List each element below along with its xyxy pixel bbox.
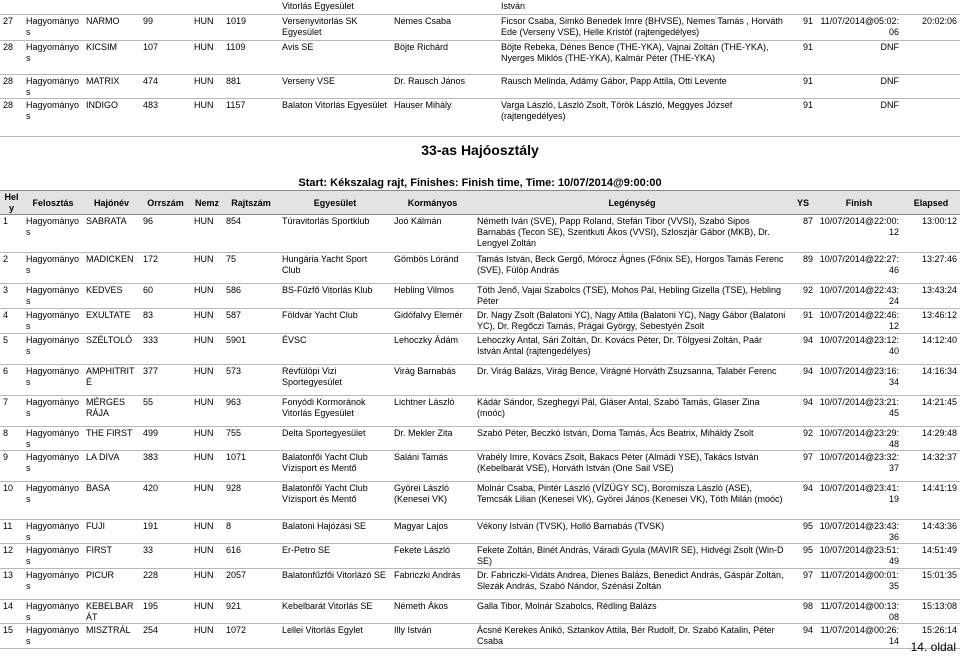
cell-club: BS-Fűzfő Vitorlás Klub [282,285,373,295]
cell-category: Hagyományos [26,75,80,97]
cell-crew: Kádár Sándor, Szeghegyi Pál, Gláser Antal, Szabó Tamás, Glaser Zina (moóc) [477,397,760,418]
cell-helmsman: Magyar Lajos [394,521,449,531]
cell-finish: 10/07/2014@23:41:19 [819,483,899,504]
table-row [0,451,960,482]
cell-boat: INDIGO [86,99,119,110]
cell-boat: MATRIX [86,75,120,86]
cell-elapsed: 14:21:45 [921,397,957,407]
cell-boat: LA DIVA [86,452,120,462]
cell-rating: 573 [226,366,242,376]
cell-category: Hagyományos [26,625,80,646]
header-finish: Finish [845,197,873,208]
cell-category: Hagyományos [26,483,80,504]
cell-club: Vitorlás Egyesület [282,1,354,11]
cell-finish: 10/07/2014@22:46:12 [819,310,899,331]
cell-nation: HUN [194,397,214,407]
cell-elapsed [902,98,960,136]
cell-helmsman: Virág Barnabás [394,366,456,376]
cell-rating: 928 [226,483,242,493]
cell-finish: 10/07/2014@23:29:48 [819,428,899,449]
cell-owner: Nemes Csaba [394,15,452,26]
cell-owner: Dr. Rausch János [394,75,466,86]
cell-finish: 10/07/2014@23:16:34 [819,366,899,387]
cell-category: Hagyományos [26,428,80,449]
cell-elapsed: 14:41:19 [921,483,957,493]
cell-ys: 91 [802,15,813,26]
cell-rating: 921 [226,601,242,611]
cell-finish: 11/07/2014@05:02:06 [820,15,899,37]
cell-finish: 10/07/2014@23:51:49 [819,545,899,566]
cell-club: Balatonfűzfői Vitorlázó SE [282,570,386,580]
cell-nation [191,0,223,14]
cell-finish: DNF [880,75,899,86]
cell-category: Hagyományos [26,366,80,387]
cell-rating: 75 [226,254,237,264]
cell-crew: Németh Iván (SVE), Papp Roland, Stefán Tibor (VVSI), Szabó Sipos Barnabás (Tecon SE), Szentkuti Ákos (VVSI), Szloszjár Gábor (MKB), Dr. Lengyel Zoltán [477,216,770,248]
cell-nation: HUN [194,99,214,110]
cell-sailno: 377 [143,366,159,376]
cell-boat: THE FIRST [86,428,133,438]
cell-finish: 10/07/2014@22:43:24 [819,285,899,306]
table-row [0,482,960,520]
cell-nation: HUN [194,521,214,531]
cell-ys: 97 [802,452,813,462]
cell-place: 8 [3,428,9,438]
cell-elapsed: 14:12:40 [921,335,957,345]
cell-elapsed: 14:43:36 [921,521,957,531]
cell-rating: 755 [226,428,242,438]
cell-ys: 91 [802,310,813,320]
cell-place: 5 [3,335,9,345]
cell-ys: 91 [802,99,813,110]
cell-club: Versenyvitorlás SK Egyesület [282,15,358,37]
cell-crew: Vrabély Imre, Kovács Zsolt, Bakacs Péter (Almádi YSE), Takács István (Kebelbarát VSE), Horváth István (One Sail VSE) [477,452,759,473]
header-helmsman: Kormányos [407,197,458,208]
cell-sailno: 483 [143,99,159,110]
cell-helmsman: Gidófalvy Elemér [394,310,463,320]
cell-category: Hagyományos [26,545,80,566]
cell-crew: Ficsor Csaba, Simkó Benedek Imre (BHVSE), Nemes Tamás , Horváth Ede (Verseny VSE), Helle Kristóf (rajtengedélyes) [501,15,783,37]
cell-finish: 11/07/2014@00:26:14 [820,625,899,646]
header-sailno: Orrszám [147,197,184,208]
table-row [0,365,960,396]
cell-club: Balaton Vitorlás Egyesület [282,99,387,110]
cell-rating: 854 [226,216,242,226]
cell-category: Hagyományos [26,570,80,591]
cell-club: Delta Sportegyesület [282,428,366,438]
table-row [0,284,960,309]
cell-club: Lellei Vitorlás Egylet [282,625,363,635]
cell-ys [790,0,816,14]
cell-rating: 8 [226,521,232,531]
cell-owner: Böjte Richárd [394,41,449,52]
cell-nation: HUN [194,310,214,320]
cell-ys: 94 [802,483,813,493]
cell-helmsman: Joó Kálmán [394,216,442,226]
table-row [0,0,960,14]
header-place: Hely [4,192,19,213]
cell-rating: 1157 [226,99,246,110]
cell-place: 4 [3,310,9,320]
cell-finish: 10/07/2014@23:43:36 [819,521,899,542]
cell-ys: 97 [802,570,813,580]
cell-finish: DNF [880,99,899,110]
header-crew: Legénység [608,197,656,208]
cell-place: 28 [3,75,14,86]
cell-ys: 95 [802,545,813,555]
cell-rating: 1109 [226,41,246,52]
cell-rating: 5901 [226,335,247,345]
table-row [0,253,960,284]
cell-crew: Szabó Péter, Beczkó István, Doma Tamás, Ács Beatrix, Miháldy Zsolt [477,428,754,438]
cell-category: Hagyományos [26,15,80,37]
cell-crew: Tóth Jenő, Vajai Szabolcs (TSE), Mohos Pál, Hebling Gizella (TSE), Hebling Péter [477,285,781,306]
cell-sailno: 474 [143,75,159,86]
cell-category: Hagyományos [26,99,80,121]
header-category: Felosztás [32,197,74,208]
cell-club: Révfülöpi Vizi Sportegyesület [282,366,343,387]
cell-elapsed: 14:32:37 [921,452,957,462]
cell-sailno: 333 [143,335,159,345]
cell-elapsed: 14:29:48 [921,428,957,438]
cell-helmsman: Györei László (Kenesei VK) [394,483,450,504]
cell-club: Kebelbarát Vitorlás SE [282,601,373,611]
cell-boat [83,0,140,14]
cell-owner: Hauser Mihály [394,99,452,110]
cell-place: 12 [3,545,14,555]
cell-ys: 91 [802,75,813,86]
cell-finish: DNF [880,41,899,52]
cell-place: 6 [3,366,9,376]
cell-place: 10 [3,483,14,493]
cell-crew: Galla Tibor, Molnár Szabolcs, Rédling Balázs [477,601,657,611]
cell-category: Hagyományos [26,335,80,356]
cell-place: 11 [3,521,13,531]
cell-nation: HUN [194,452,214,462]
cell-sailno [140,0,191,14]
cell-boat: SZÉLTOLÓ [86,335,133,345]
cell-boat: SABRATA [86,216,127,226]
table-row [0,40,960,74]
start-info-line: Start: Kékszalag rajt, Finishes: Finish time, Time: 10/07/2014@9:00:00 [298,177,662,189]
cell-crew: Lehoczky Antal, Sári Zoltán, Dr. Kovács Péter, Dr. Tölgyesi Zoltán, Paár István Antal (rajtengedélyes) [477,335,762,356]
cell-elapsed: 13:00:12 [921,216,957,226]
cell-elapsed: 13:27:46 [921,254,957,264]
cell-helmsman: Németh Ákos [394,601,449,611]
cell-ys: 94 [802,397,813,407]
cell-finish: 10/07/2014@22:27:46 [819,254,899,275]
cell-boat: FIRST [86,545,112,555]
cell-nation: HUN [194,41,214,52]
cell-category: Hagyományos [26,397,80,418]
cell-sailno: 60 [143,285,154,295]
cell-category: Hagyományos [26,285,80,306]
cell-nation: HUN [194,483,214,493]
cell-place: 27 [3,15,14,26]
table-row [0,624,960,649]
cell-crew: István [501,1,526,11]
cell-nation: HUN [194,75,214,86]
cell-elapsed: 20:02:06 [921,15,957,26]
cell-place: 1 [3,216,9,226]
cell-category: Hagyományos [26,310,80,331]
page-number: 14. oldal [910,640,956,654]
cell-ys: 98 [802,601,813,611]
cell-ys: 87 [802,216,813,226]
table-row [0,309,960,334]
cell-rating: 963 [226,397,242,407]
cell-place [0,0,23,14]
cell-ys: 95 [802,521,813,531]
cell-helmsman: Gömbös Lóránd [394,254,459,264]
table-row [0,520,960,544]
cell-club: Balatoni Hajózási SE [282,521,367,531]
cell-category: Hagyományos [26,216,80,237]
cell-rating: 586 [226,285,242,295]
cell-elapsed [902,40,960,74]
table-row [0,427,960,451]
cell-boat: MÉRGES RÁJA [86,397,126,418]
cell-elapsed: 15:26:14 [921,625,957,635]
cell-sailno: 228 [143,570,159,580]
cell-ys: 89 [802,254,813,264]
cell-elapsed: 13:43:24 [921,285,957,295]
cell-sailno: 83 [143,310,154,320]
cell-nation: HUN [194,335,214,345]
cell-boat: FUJI [86,521,105,531]
cell-finish: 10/07/2014@23:21:45 [819,397,899,418]
cell-nation: HUN [194,254,214,264]
cell-finish [816,0,902,14]
cell-elapsed: 14:16:34 [921,366,957,376]
cell-helmsman: Illy István [394,625,432,635]
cell-crew: Dr. Nagy Zsolt (Balatoni YC), Nagy Attila (Balatoni YC), Nagy Gábor (Balatoni YC), Dr. Regőczi Tamás, Prágai György, Sebestyén Zsolt [477,310,786,331]
cell-crew: Dr. Fabriczki-Vidáts Andrea, Dienes Balázs, Benedict András, Gáspár Zoltán, Slezák András, Szabó Nándor, Szénási Zoltán [477,570,784,591]
cell-sailno: 172 [143,254,159,264]
section-title: 33-as Hajóosztály [421,142,539,158]
cell-sailno: 33 [143,545,154,555]
cell-elapsed [902,74,960,98]
cell-club: Fonyódi Kormoránok Vitorlás Egyesület [282,397,366,418]
cell-club: Hungária Yacht Sport Club [282,254,368,275]
cell-rating [223,0,279,14]
cell-nation: HUN [194,570,214,580]
cell-rating: 616 [226,545,242,555]
cell-sailno: 195 [143,601,159,611]
cell-place: 28 [3,41,14,52]
header-rating: Rajtszám [231,197,271,208]
cell-crew: Böjte Rebeka, Dénes Bence (THE-YKA), Vajnai Zoltán (THE-YKA), Nyerges Miklós (THE-YKA), Kalmár Péter (THE-YKA) [501,41,769,63]
cell-place: 15 [3,625,14,635]
cell-helmsman: Dr. Mekler Zita [394,428,453,438]
cell-helmsman: Saláni Tamás [394,452,448,462]
cell-rating: 1019 [226,15,247,26]
cell-sailno: 254 [143,625,159,635]
cell-place: 3 [3,285,9,295]
cell-ys: 94 [802,335,813,345]
cell-club: ÉVSC [282,335,307,345]
cell-sailno: 96 [143,216,154,226]
cell-rating: 2057 [226,570,247,580]
cell-category: Hagyományos [26,601,80,622]
cell-boat: NARMO [86,15,120,26]
header-ys: YS [796,197,809,208]
cell-place: 2 [3,254,9,264]
cell-elapsed: 15:13:08 [921,601,957,611]
cell-boat: EXULTATE [86,310,131,320]
cell-club: Verseny VSE [282,75,336,86]
cell-crew: Vékony István (TVSK), Holló Barnabás (TVSK) [477,521,665,531]
class-33-results-table [0,190,960,649]
cell-category: Hagyományos [26,521,80,542]
cell-rating: 1071 [226,452,247,462]
cell-place: 14 [3,601,14,611]
cell-nation: HUN [194,285,214,295]
cell-place: 13 [3,570,14,580]
cell-nation: HUN [194,366,214,376]
cell-helmsman: Fabriczki András [394,570,461,580]
cell-category [23,0,83,14]
cell-category: Hagyományos [26,254,80,275]
cell-finish: 11/07/2014@00:13:08 [820,601,899,622]
cell-crew: Molnár Csaba, Pintér László (VÍZÜGY SC), Boromisza László (ASE), Temcsák Lilian (Kenesei VK), Györei János (Kenesei VK), Tóth Milán (moóc) [477,483,783,504]
cell-finish: 10/07/2014@22:00:12 [819,216,899,237]
cell-ys: 92 [802,428,813,438]
table-row [0,396,960,427]
cell-ys: 91 [802,41,813,52]
cell-crew: Dr. Virág Balázs, Virág Bence, Virágné Horváth Zsuzsanna, Talabér Ferenc [477,366,777,376]
cell-crew: Rausch Melinda, Adámy Gábor, Papp Attila, Otti Levente [501,75,727,86]
cell-nation: HUN [194,15,214,26]
table-header-row [0,191,960,215]
cell-boat: BASA [86,483,111,493]
cell-club: Balatonfői Yacht Club Vízisport és Mentő [282,452,368,473]
cell-crew: Varga László, László Zsolt, Török László, Meggyes József (rajtengedélyes) [501,99,733,121]
cell-finish: 11/07/2014@00:01:35 [820,570,899,591]
cell-sailno: 107 [143,41,159,52]
table-row [0,74,960,98]
cell-crew: Tamás István, Beck Gergő, Mórocz Ágnes (Főnix SE), Horgos Tamás Ferenc (SVE), Fülöp András [477,254,784,275]
cell-club: Balatonfői Yacht Club Vízisport és Mentő [282,483,368,504]
cell-sailno: 99 [143,15,154,26]
table-row [0,600,960,624]
cell-owner [391,0,498,14]
cell-boat: MADICKEN [86,254,134,264]
previous-class-results-table [0,0,960,137]
header-club: Egyesület [313,197,357,208]
header-nation: Nemz [194,197,219,208]
cell-nation: HUN [194,601,214,611]
header-boat: Hajónév [93,197,129,208]
cell-helmsman: Lichtner László [394,397,455,407]
cell-place: 9 [3,452,9,462]
cell-helmsman: Hebling Vilmos [394,285,454,295]
cell-ys: 94 [802,366,813,376]
cell-nation: HUN [194,428,214,438]
cell-nation: HUN [194,216,214,226]
cell-category: Hagyományos [26,41,80,63]
cell-club: Földvár Yacht Club [282,310,358,320]
cell-sailno: 499 [143,428,159,438]
cell-club: Túravitorlás Sportklub [282,216,370,226]
cell-helmsman: Fekete László [394,545,451,555]
cell-elapsed: 14:51:49 [921,545,957,555]
cell-place: 28 [3,99,14,110]
cell-boat: KEBELBARÁT [86,601,134,622]
table-row [0,215,960,253]
cell-nation: HUN [194,625,214,635]
table-row [0,98,960,136]
cell-ys: 92 [802,285,813,295]
table-row [0,334,960,365]
cell-finish: 10/07/2014@23:12:40 [819,335,899,356]
cell-boat: PICUR [86,570,115,580]
cell-rating: 587 [226,310,242,320]
cell-club: Er-Petro SE [282,545,331,555]
cell-finish: 10/07/2014@23:32:37 [819,452,899,473]
cell-elapsed [902,0,960,14]
cell-club: Avis SE [282,41,314,52]
table-row [0,544,960,569]
cell-elapsed: 15:01:35 [921,570,957,580]
cell-sailno: 383 [143,452,159,462]
table-row [0,14,960,40]
cell-boat: KEDVES [86,285,123,295]
cell-place: 7 [3,397,9,407]
cell-boat: MISZTRÁL [86,625,131,635]
cell-boat: KICSIM [86,41,118,52]
cell-crew: Fekete Zoltán, Binét András, Váradi Gyula (MAVIR SE), Hidvégi Zsolt (Win-D SE) [477,545,784,566]
cell-sailno: 191 [143,521,159,531]
cell-helmsman: Lehoczky Ádám [394,335,459,345]
header-elapsed: Elapsed [913,197,949,208]
table-row [0,569,960,600]
cell-ys: 94 [802,625,813,635]
cell-boat: AMPHITRITÉ [86,366,135,387]
cell-sailno: 420 [143,483,159,493]
cell-rating: 881 [226,75,242,86]
cell-crew: Ácsné Kerekes Anikó, Sztankov Attila, Bér Rudolf, Dr. Szabó Katalin, Péter Csaba [477,625,775,646]
cell-sailno: 55 [143,397,154,407]
cell-rating: 1072 [226,625,247,635]
cell-nation: HUN [194,545,214,555]
cell-category: Hagyományos [26,452,80,473]
cell-elapsed: 13:46:12 [921,310,957,320]
